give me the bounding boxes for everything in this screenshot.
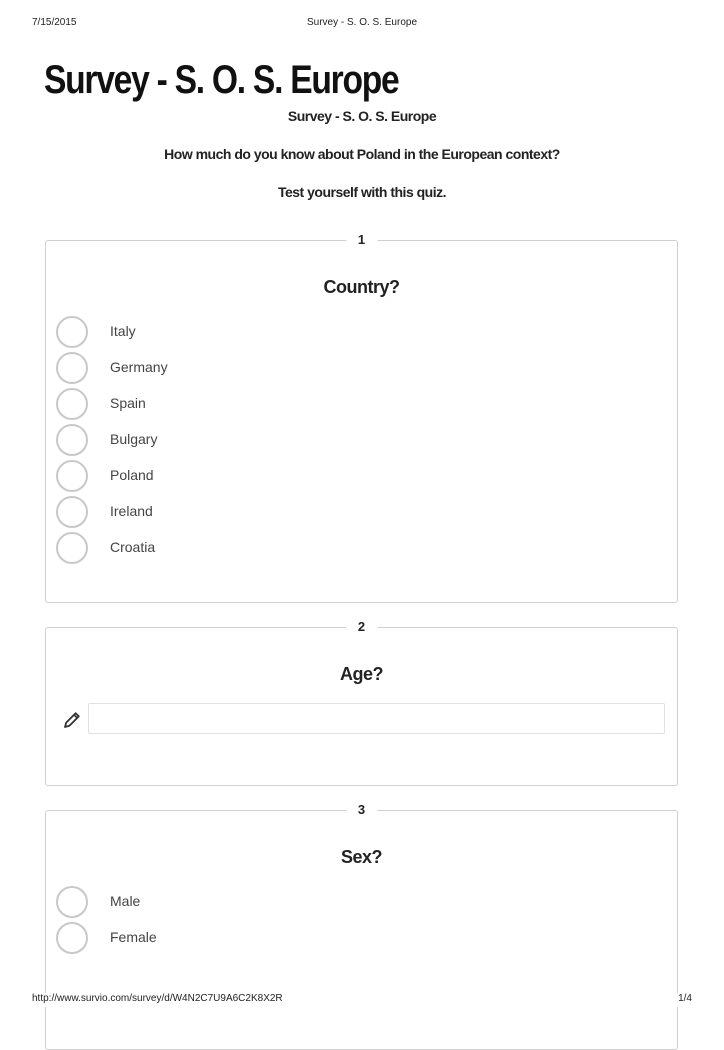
print-url: http://www.survio.com/survey/d/W4N2C7U9A6C2K8X2R: [32, 993, 283, 1004]
option-label: Female: [110, 929, 157, 945]
radio-button[interactable]: [56, 424, 88, 456]
option-label: Poland: [110, 467, 154, 483]
question-number: 2: [346, 619, 377, 634]
print-header: [32, 17, 692, 31]
question-title: Age?: [340, 664, 383, 684]
radio-button[interactable]: [56, 886, 88, 918]
survey-intro-cta: Test yourself with this quiz.: [277, 184, 447, 200]
option-label: Ireland: [110, 503, 153, 519]
question-card-age: [45, 619, 678, 786]
option-female[interactable]: [56, 922, 456, 954]
option-bulgary[interactable]: [56, 424, 456, 456]
option-label: Croatia: [110, 539, 156, 555]
option-male[interactable]: [56, 886, 456, 918]
radio-button[interactable]: [56, 388, 88, 420]
age-input[interactable]: [88, 703, 665, 734]
question-number: 3: [346, 802, 377, 817]
question-card-sex: [45, 802, 678, 1050]
question-title: Sex?: [340, 847, 383, 867]
option-label: Bulgary: [110, 431, 158, 447]
print-footer: [32, 993, 692, 1007]
pencil-icon: [62, 710, 82, 730]
print-date: 7/15/2015: [32, 17, 77, 28]
radio-button[interactable]: [56, 460, 88, 492]
page-number: 1/4: [678, 993, 692, 1004]
question-card-country: [45, 232, 678, 603]
option-croatia[interactable]: [56, 532, 456, 564]
survey-subtitle: Survey - S. O. S. Europe: [287, 108, 437, 124]
option-ireland[interactable]: [56, 496, 456, 528]
radio-button[interactable]: [56, 922, 88, 954]
option-label: Male: [110, 893, 141, 909]
option-italy[interactable]: [56, 316, 456, 348]
question-number: 1: [346, 232, 377, 247]
option-label: Spain: [110, 395, 146, 411]
radio-button[interactable]: [56, 496, 88, 528]
option-label: Germany: [110, 359, 168, 375]
radio-button[interactable]: [56, 352, 88, 384]
option-label: Italy: [110, 323, 136, 339]
option-poland[interactable]: [56, 460, 456, 492]
option-spain[interactable]: [56, 388, 456, 420]
radio-button[interactable]: [56, 316, 88, 348]
option-germany[interactable]: [56, 352, 456, 384]
radio-button[interactable]: [56, 532, 88, 564]
survey-title: Survey - S. O. S. Europe: [44, 58, 399, 102]
survey-intro-question: How much do you know about Poland in the European context?: [164, 146, 560, 162]
print-title: Survey - S. O. S. Europe: [306, 17, 418, 28]
question-title: Country?: [323, 277, 400, 297]
